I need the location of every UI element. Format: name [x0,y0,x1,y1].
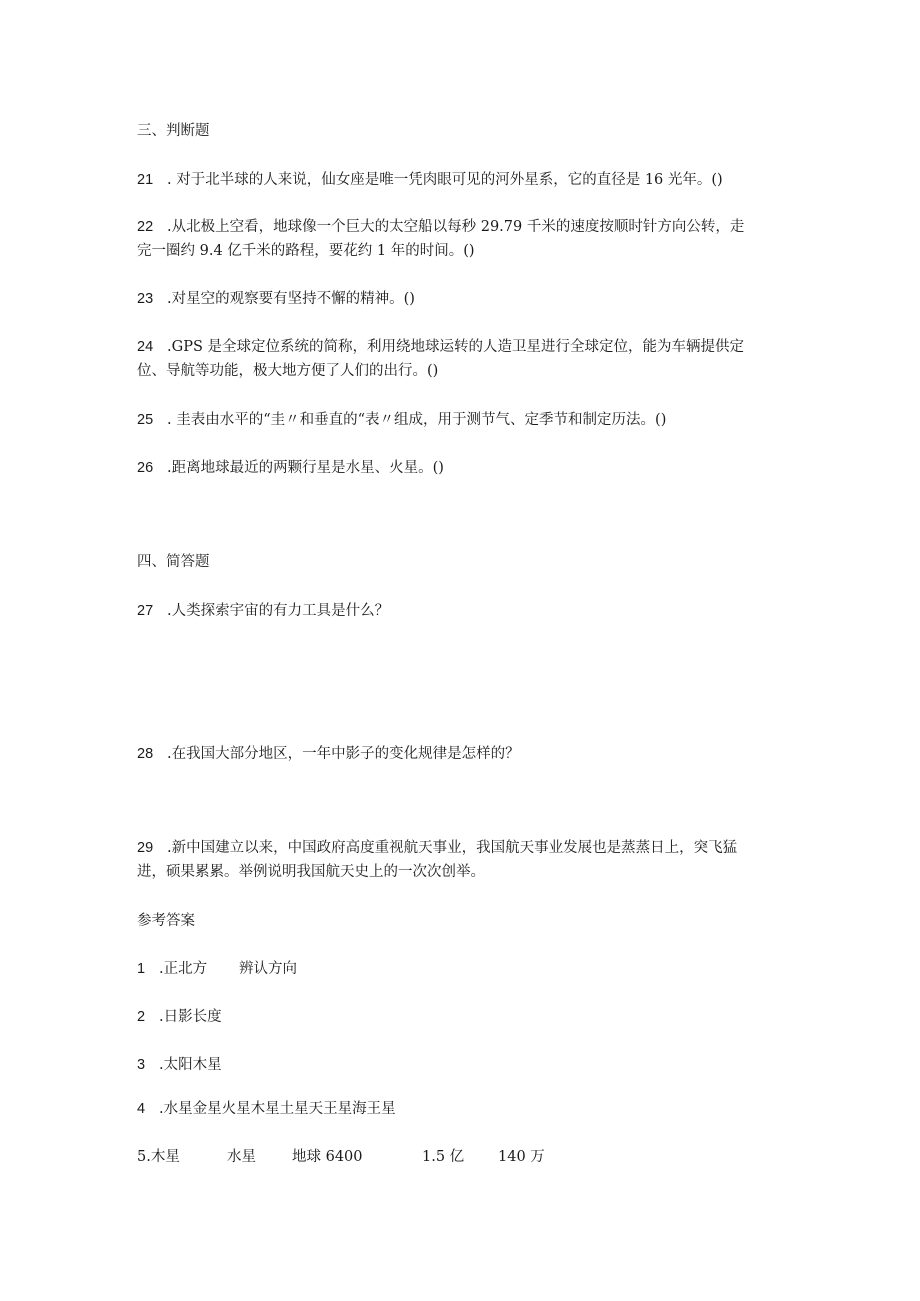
answers-heading: 参考答案 [137,913,195,929]
answer-number: 1 [137,961,146,977]
question-text: .对星空的观察要有坚持不懈的精神。() [167,291,415,307]
question-text: . 对于北半球的人来说，仙女座是唯一凭肉眼可见的河外星系，它的直径是 16 光年。() [167,172,723,188]
answer-number: 3 [137,1057,146,1073]
question-25 [137,408,777,432]
question-number: 21 [137,172,154,188]
answer-part: 140 万 [498,1149,545,1165]
section-4-heading: 四、简答题 [137,554,210,570]
answer-part: 地球 6400 [292,1149,363,1165]
answer-part: 1.5 亿 [422,1149,465,1165]
question-text: .在我国大部分地区，一年中影子的变化规律是怎样的？ [167,746,520,762]
question-number: 25 [137,412,154,428]
question-22-continuation: 完一圈约 9.4 亿千米的路程，要花约 1 年的时间。() [137,243,475,259]
answer-number: 2 [137,1009,146,1025]
section-3-heading: 三、判断题 [137,123,210,139]
question-number: 23 [137,291,154,307]
question-text: .距离地球最近的两颗行星是水星、火星。() [167,460,444,476]
answer-part: .正北方 [159,961,208,977]
question-21 [137,168,777,192]
question-text: .从北极上空看，地球像一个巨大的太空船以每秒 29.79 千米的速度按顺时针方向公转，走 [167,219,745,235]
answer-part: 水星 [227,1149,256,1165]
answer-number: 4 [137,1101,146,1117]
question-text: . 圭表由水平的“圭〃和垂直的“表〃组成，用于测节气、定季节和制定历法。() [167,412,667,428]
answer-part: .太阳木星 [159,1057,222,1073]
answer-1 [137,957,297,981]
question-number: 28 [137,746,154,762]
answer-3 [137,1053,222,1077]
answer-5 [137,1145,545,1169]
question-22 [137,215,777,239]
answer-2 [137,1005,222,1029]
question-number: 29 [137,840,154,856]
question-27 [137,599,777,623]
question-text: .GPS 是全球定位系统的简称，利用绕地球运转的人造卫星进行全球定位，能为车辆提供定 [167,339,744,355]
question-29-continuation: 进，硕果累累。举例说明我国航天史上的一次次创举。 [137,864,485,880]
question-23 [137,287,777,311]
question-24-continuation: 位、导航等功能，极大地方便了人们的出行。() [137,363,439,379]
question-number: 24 [137,339,154,355]
question-number: 22 [137,219,154,235]
question-text: .人类探索宇宙的有力工具是什么？ [167,603,390,619]
question-28 [137,742,777,766]
question-number: 26 [137,460,154,476]
question-29 [137,836,777,860]
answer-part: 辨认方向 [239,961,297,977]
answer-part: 5.木星 [137,1149,180,1165]
question-26 [137,456,777,480]
question-24 [137,335,777,359]
answer-part: .日影长度 [159,1009,222,1025]
answer-4 [137,1097,396,1121]
question-number: 27 [137,603,154,619]
answer-part: .水星金星火星木星土星天王星海王星 [159,1101,396,1117]
question-text: .新中国建立以来，中国政府高度重视航天事业，我国航天事业发展也是蒸蒸日上，突飞猛 [167,840,738,856]
